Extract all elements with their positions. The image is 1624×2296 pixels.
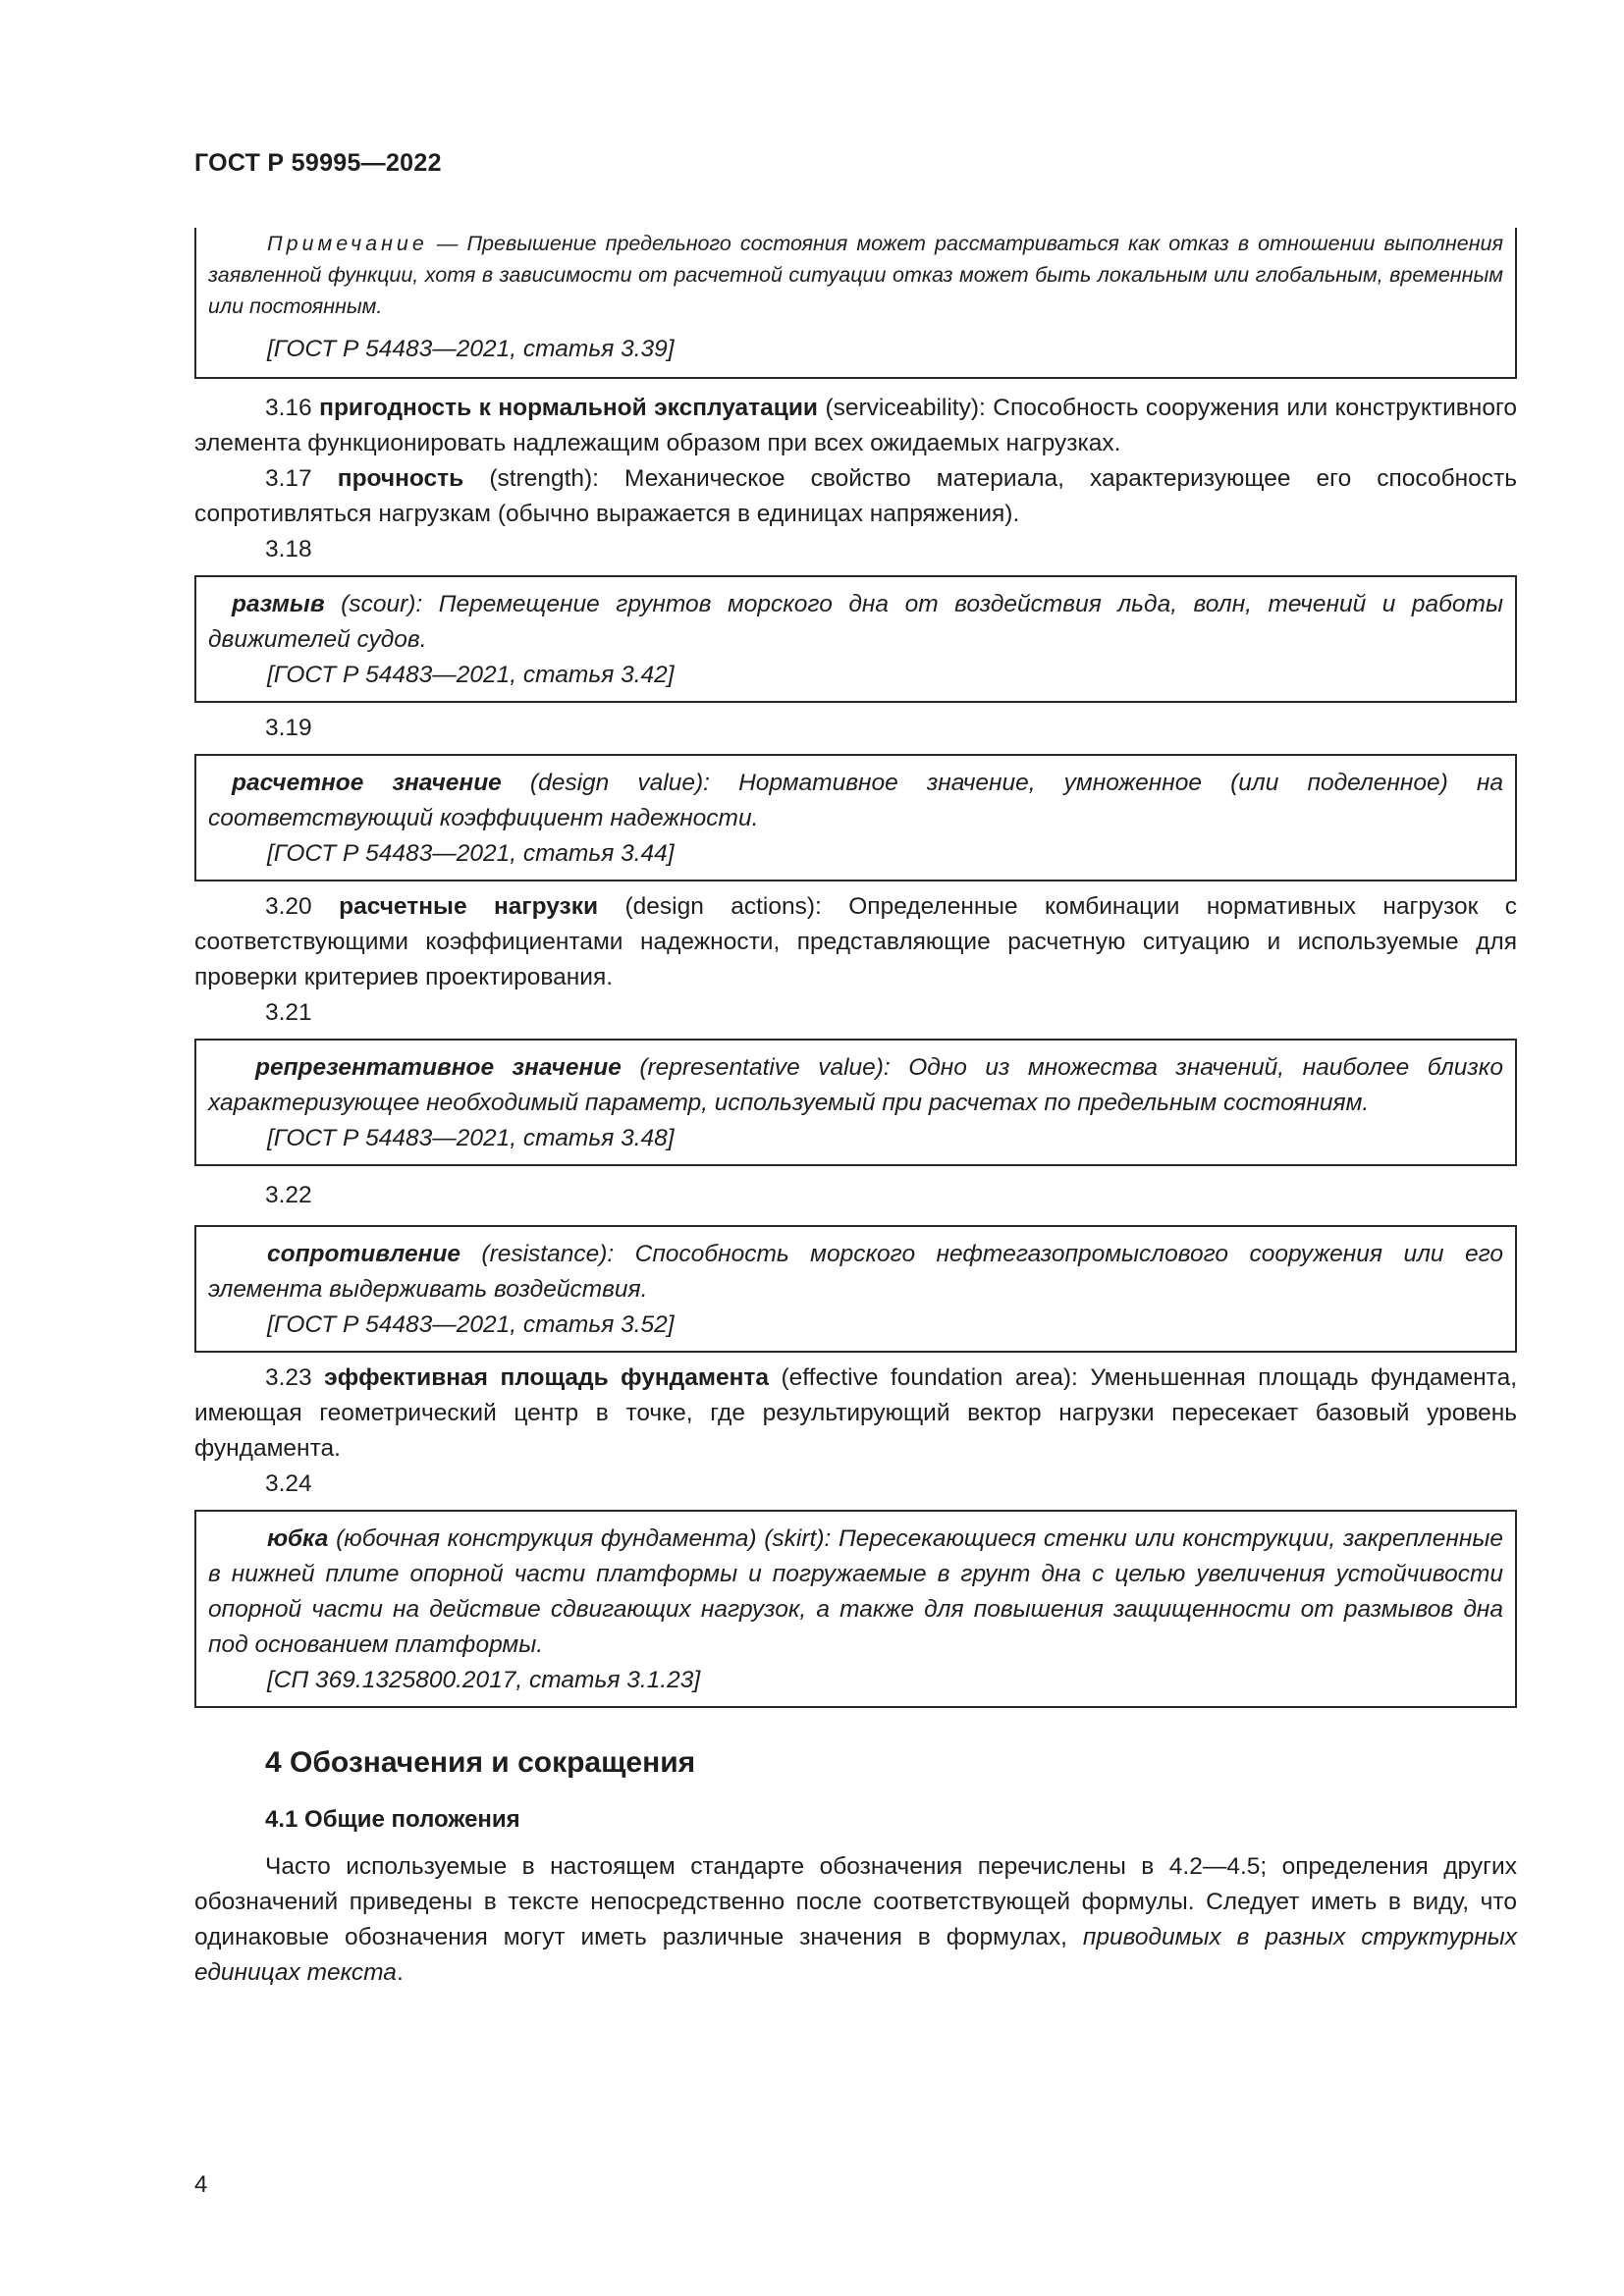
term-number: 3.19 [265,715,312,741]
term-3-23: 3.23 эффективная площадь фундамента (effective foundation area): Уменьшенная площадь фундамента, имеющая геометрический центр в точке, где результирующий вектор нагрузки пересекает базовый уровень фундамента. [194,1364,1518,1462]
note-label: Примечание [267,232,428,255]
note-reference: [ГОСТ Р 54483—2021, статья 3.39] [267,336,675,362]
term-reference: [СП 369.1325800.2017, статья 3.1.23] [267,1667,701,1693]
term-number: 3.21 [265,999,312,1026]
term-3-16: 3.16 пригодность к нормальной эксплуатации (serviceability): Способность сооружения или конструктивного элемента функционировать надлежащим образом при всех ожидаемых нагрузках. [194,395,1517,456]
term-name: эффективная площадь фундамента [324,1364,770,1391]
paragraph-4-1: Часто используемые в настоящем стандарте обозначения перечислены в 4.2—4.5; определения других обозначений приведены в тексте непосредственно после соответствующей формулы. Следует иметь в виду, что одинаковые обозначения могут иметь различные значения в формулах, приводимых в разных структурных единицах текста. [194,1853,1517,1986]
subsection-title: 4.1 Общие положения [265,1806,520,1833]
term-reference: [ГОСТ Р 54483—2021, статья 3.48] [267,1125,675,1151]
note-text: Примечание — Превышение предельного состояния может рассматриваться как отказ в отношении выполнения заявленной функции, хотя в зависимости от расчетной ситуации отказ может быть локальным или глобальным, временным или постоянным. [208,232,1503,318]
term-box-3-19: расчетное значение (design value): Нормативное значение, умноженное (или поделенное) на соответствующий коэффициент надежности. [ГОСТ Р 54483—2021, статья 3.44] [194,754,1517,881]
term-3-17: 3.17 прочность (strength): Механическое свойство материала, характеризующее его способность сопротивляться нагрузкам (обычно выражается в единицах напряжения). [194,465,1517,527]
page-content [194,228,1517,1991]
term-box-3-24: юбка (юбочная конструкция фундамента) (skirt): Пересекающиеся стенки или конструкции, закрепленные в нижней плите опорной части платформы и погружаемые в грунт дна с целью увеличения устойчивости опорной части на действие сдвигающих нагрузок, а также для повышения защищенности от размывов дна под основанием платформы. [СП 369.1325800.2017, статья 3.1.23] [194,1510,1517,1708]
term-name: сопротивление [267,1241,460,1267]
section-title: 4 Обозначения и сокращения [265,1746,696,1779]
page-number: 4 [194,2171,208,2198]
term-name: пригодность к нормальной эксплуатации [319,395,818,421]
term-name: расчетные нагрузки [339,893,599,920]
note-box [194,228,1517,379]
term-reference: [ГОСТ Р 54483—2021, статья 3.44] [267,840,675,867]
term-name: юбка [267,1525,329,1552]
term-name: репрезентативное значение [255,1054,622,1081]
term-name: прочность [337,465,464,492]
term-box-3-22: сопротивление (resistance): Способность морского нефтегазопромыслового сооружения или его элемента выдерживать воздействия. [ГОСТ Р 54483—2021, статья 3.52] [194,1225,1517,1353]
term-3-20: 3.20 расчетные нагрузки (design actions): Определенные комбинации нормативных нагрузок с соответствующими коэффициентами надежности, представляющие расчетную ситуацию и используемые для проверки критериев проектирования. [194,893,1517,990]
term-box-3-21: репрезентативное значение (representative value): Одно из множества значений, наиболее близко характеризующее необходимый параметр, используемый при расчетах по предельным состояниям. [ГОСТ Р 54483—2021, статья 3.48] [194,1039,1517,1166]
term-reference: [ГОСТ Р 54483—2021, статья 3.52] [267,1311,675,1338]
term-box-3-18: размыв (scour): Перемещение грунтов морского дна от воздействия льда, волн, течений и работы движителей судов. [ГОСТ Р 54483—2021, статья 3.42] [194,575,1517,703]
term-reference: [ГОСТ Р 54483—2021, статья 3.42] [267,662,675,688]
term-name: размыв [232,591,325,617]
term-name: расчетное значение [232,770,502,796]
term-number: 3.24 [265,1470,312,1497]
document-header: ГОСТ Р 59995—2022 [194,149,442,177]
term-number: 3.22 [265,1182,312,1208]
term-number: 3.18 [265,536,312,562]
